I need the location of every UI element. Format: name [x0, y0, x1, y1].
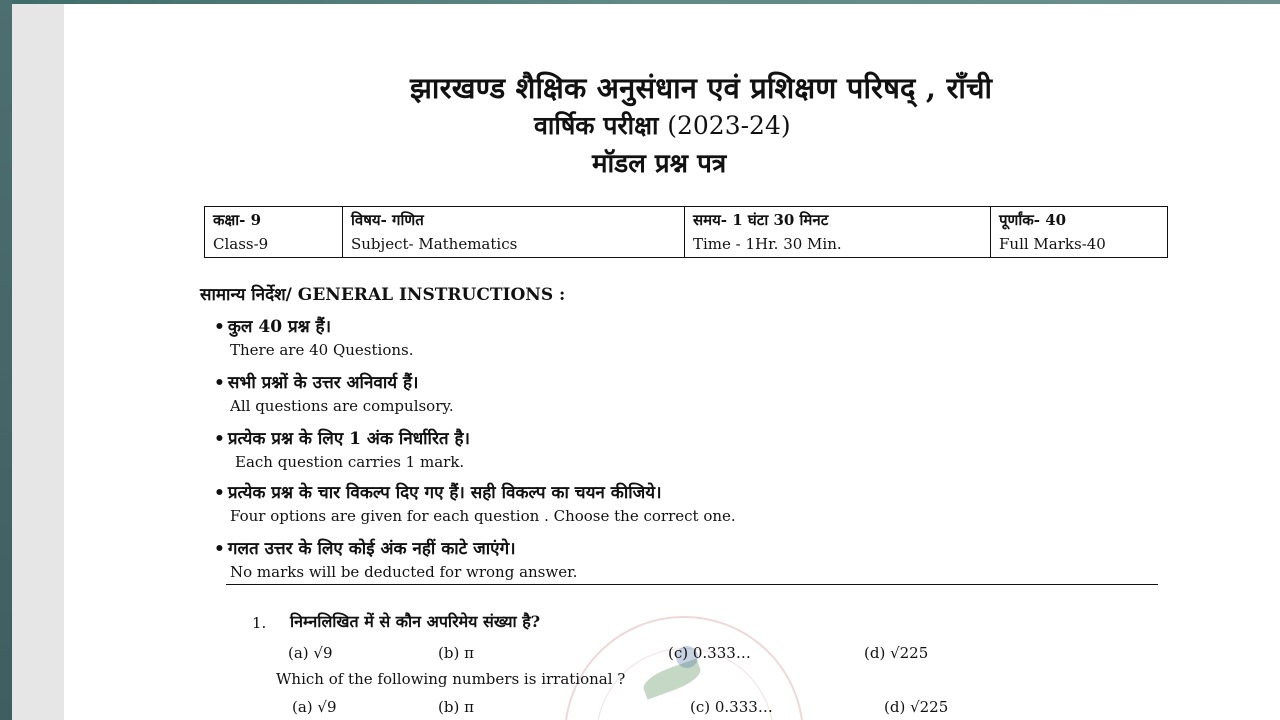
marks-english: Full Marks-40 — [999, 235, 1106, 253]
instruction-item — [214, 370, 914, 415]
subject-hindi: विषय- गणित — [351, 211, 424, 229]
option-a: (a) √9 — [292, 698, 337, 716]
question-text-english: Which of the following numbers is irrational ? — [276, 670, 626, 688]
class-cell — [205, 207, 343, 257]
paper-title: मॉडल प्रश्न पत्र — [592, 149, 727, 179]
instructions-heading: सामान्य निर्देश/ GENERAL INSTRUCTIONS : — [200, 285, 566, 305]
instruction-hindi: • प्रत्येक प्रश्न के चार विकल्प दिए गए हैं। सही विकल्प का चयन कीजिये। — [214, 480, 914, 503]
instruction-item — [214, 426, 914, 471]
viewer-left-frame — [0, 0, 12, 720]
instruction-english: There are 40 Questions. — [230, 341, 414, 359]
class-english: Class-9 — [213, 235, 269, 253]
subject-cell — [343, 207, 685, 257]
option-c: (c) 0.333… — [668, 644, 751, 662]
subject-english: Subject- Mathematics — [351, 235, 518, 253]
question-text-hindi: निम्नलिखित में से कौन अपरिमेय संख्या है? — [290, 612, 541, 631]
section-divider — [226, 584, 1158, 585]
instruction-item — [214, 314, 914, 359]
exam-name: वार्षिक परीक्षा — [534, 111, 659, 140]
marks-hindi: पूर्णांक- 40 — [999, 211, 1067, 229]
instruction-english: Each question carries 1 mark. — [235, 453, 465, 471]
marks-cell — [991, 207, 1167, 257]
instruction-english: Four options are given for each question . Choose the correct one. — [230, 507, 736, 525]
instruction-hindi: • सभी प्रश्नों के उत्तर अनिवार्य हैं। — [214, 370, 914, 393]
instruction-hindi: • गलत उत्तर के लिए कोई अंक नहीं काटे जाएंगे। — [214, 536, 914, 559]
option-d: (d) √225 — [864, 644, 929, 662]
class-hindi: कक्षा- 9 — [213, 211, 262, 229]
exam-title — [534, 108, 934, 142]
instruction-english: All questions are compulsory. — [230, 397, 454, 415]
option-d: (d) √225 — [884, 698, 949, 716]
instruction-hindi: • कुल 40 प्रश्न हैं। — [214, 314, 914, 337]
instruction-english: No marks will be deducted for wrong answer. — [230, 563, 578, 581]
option-b: (b) π — [438, 644, 474, 662]
option-c: (c) 0.333… — [690, 698, 773, 716]
option-a: (a) √9 — [288, 644, 333, 662]
question-number: 1. — [252, 614, 267, 632]
exam-info-table — [204, 206, 1168, 258]
option-b: (b) π — [438, 698, 474, 716]
instruction-item — [214, 536, 914, 581]
viewer-gutter — [12, 4, 64, 720]
council-title: झारखण्ड शैक्षिक अनुसंधान एवं प्रशिक्षण परिषद् , राँची — [410, 71, 993, 105]
time-hindi: समय- 1 घंटा 30 मिनट — [693, 211, 829, 229]
exam-year: (2023-24) — [667, 111, 791, 140]
time-cell — [685, 207, 991, 257]
document-page[interactable] — [64, 4, 1280, 720]
time-english: Time - 1Hr. 30 Min. — [693, 235, 842, 253]
instruction-item — [214, 480, 914, 525]
instruction-hindi: • प्रत्येक प्रश्न के लिए 1 अंक निर्धारित है। — [214, 426, 914, 449]
